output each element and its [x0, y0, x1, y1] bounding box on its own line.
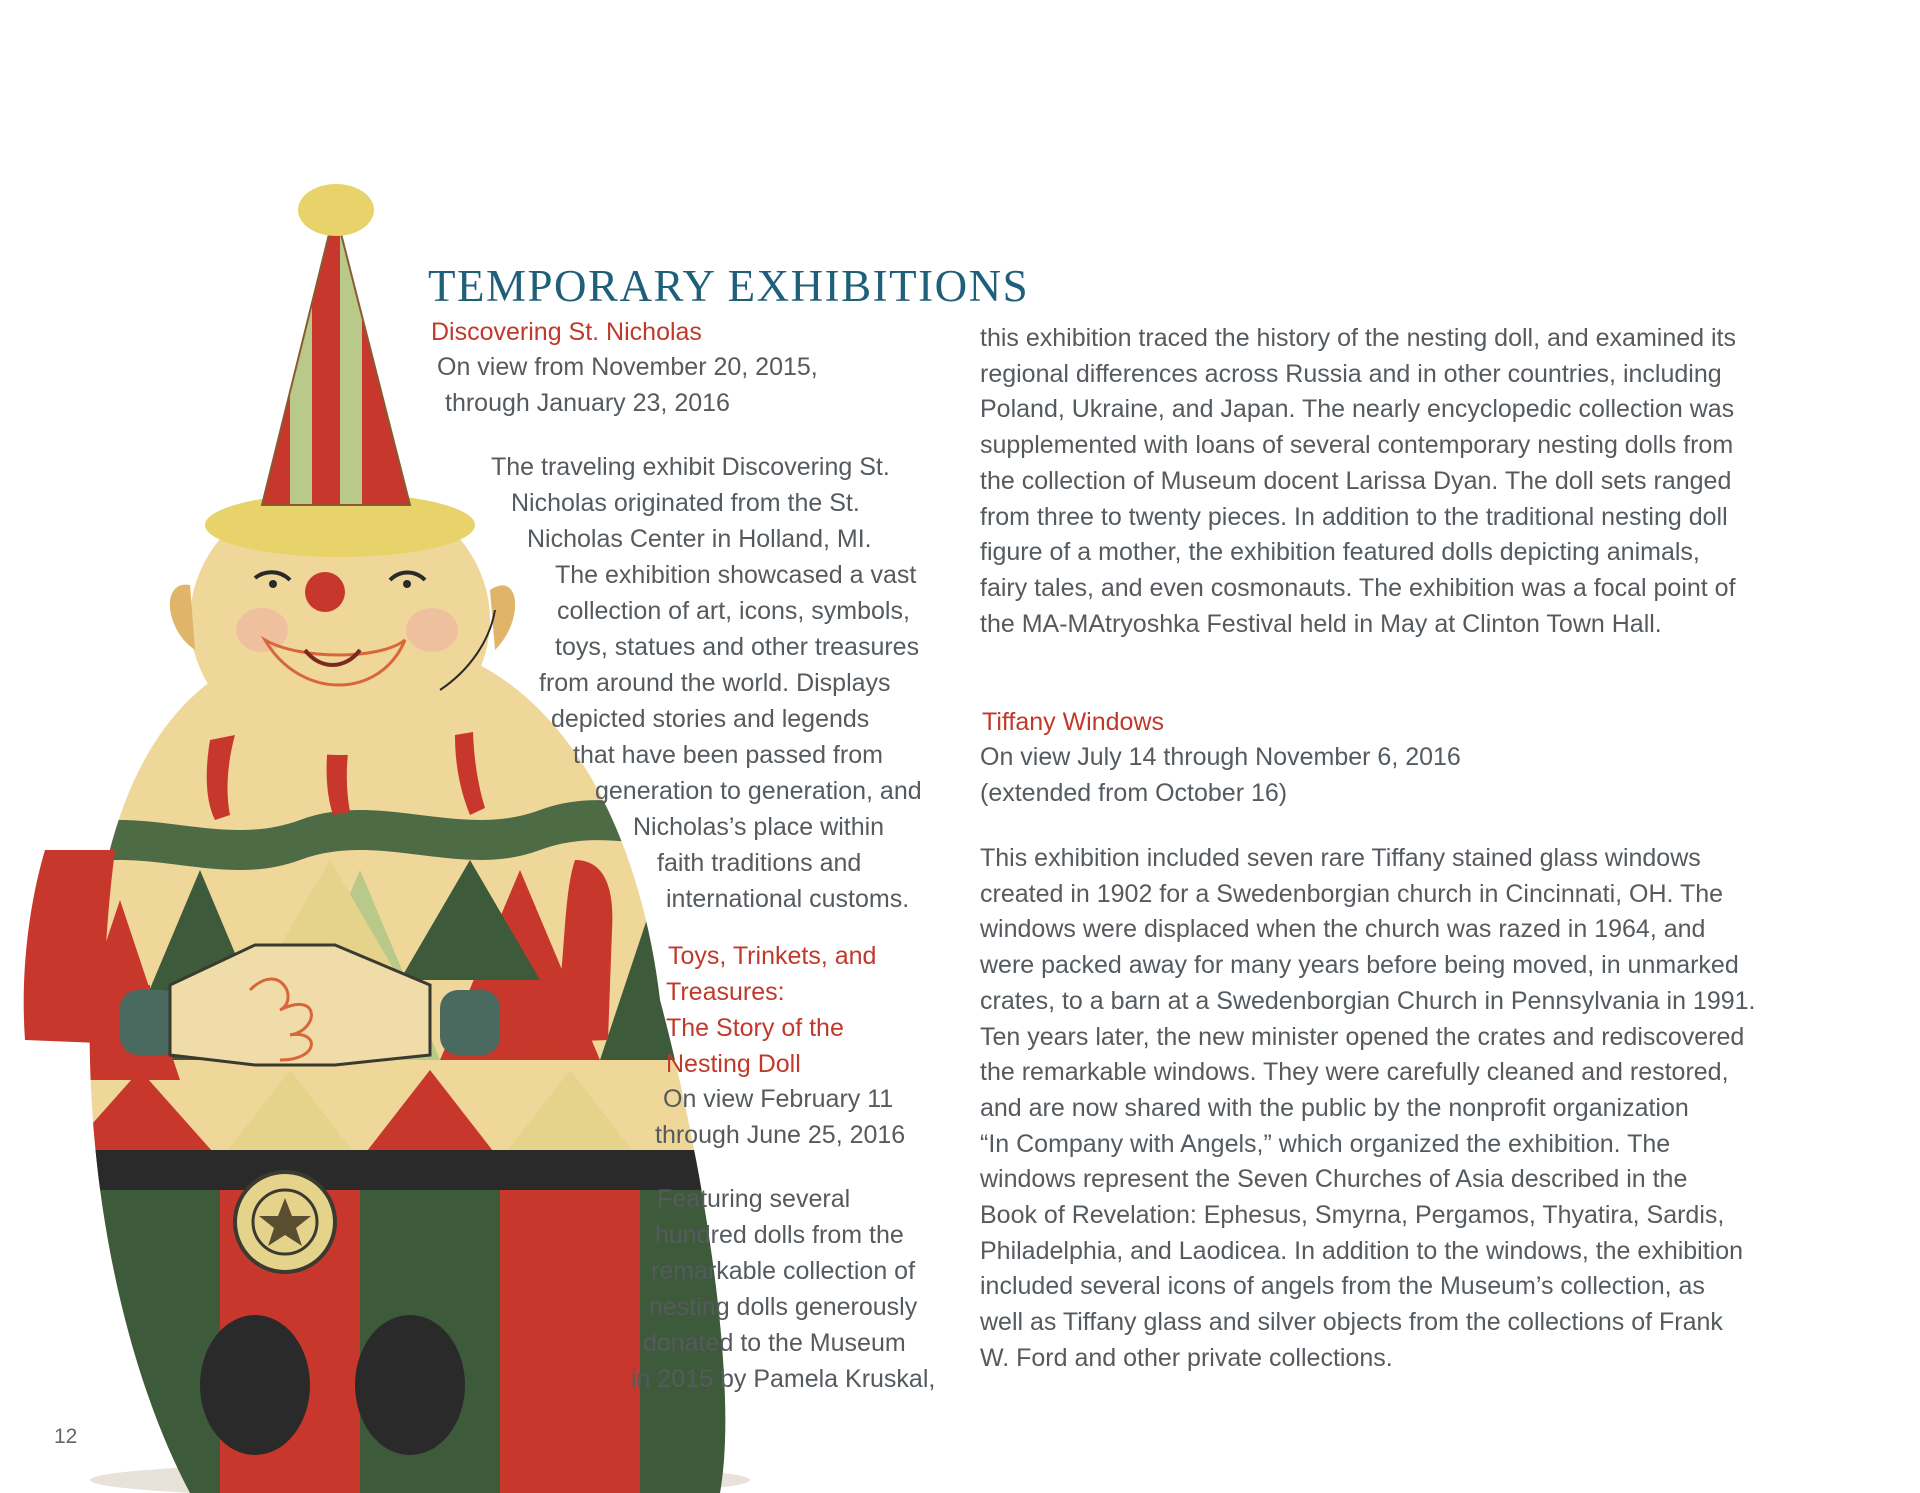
exhibit-2-continued-line: fairy tales, and even cosmonauts. The exhibition was a focal point of [980, 573, 1736, 602]
exhibit-2-body-line: donated to the Museum [643, 1329, 906, 1357]
exhibit-3-body-line: Ten years later, the new minister opened the crates and rediscovered [980, 1022, 1745, 1051]
exhibit-2-title-line: Treasures: [666, 978, 785, 1006]
exhibit-3-body-line: and are now shared with the public by the nonprofit organization [980, 1093, 1689, 1122]
exhibit-1-body-line: depicted stories and legends [551, 705, 870, 733]
exhibit-2-continued-line: supplemented with loans of several contemporary nesting dolls from [980, 431, 1734, 460]
exhibit-2-body-line: in 2015 by Pamela Kruskal, [631, 1365, 936, 1393]
exhibit-1-dates-line: On view from November 20, 2015, [437, 353, 818, 381]
exhibit-3-dates-line: (extended from October 16) [980, 778, 1288, 807]
exhibit-3-dates [980, 740, 1800, 811]
exhibit-1-body-line: collection of art, icons, symbols, [557, 597, 910, 625]
exhibit-2-body-line: hundred dolls from the [655, 1221, 904, 1249]
exhibit-3-body-line: well as Tiffany glass and silver objects from the collections of Frank [980, 1308, 1723, 1337]
exhibit-3-body-line: crates, to a barn at a Swedenborgian Church in Pennsylvania in 1991. [980, 986, 1756, 1015]
exhibit-2-body-line: remarkable collection of [651, 1257, 916, 1285]
section-heading: TEMPORARY EXHIBITIONS [428, 261, 1030, 311]
exhibit-3-body-line: Philadelphia, and Laodicea. In addition to the windows, the exhibition [980, 1236, 1744, 1265]
page-number: 12 [54, 1425, 78, 1448]
exhibit-1-body-line: toys, statues and other treasures [555, 633, 920, 661]
exhibit-3-body-line: created in 1902 for a Swedenborgian church in Cincinnati, OH. The [980, 879, 1724, 908]
exhibit-3-body-line: “In Company with Angels,” which organized the exhibition. The [980, 1129, 1671, 1158]
exhibit-1-body-line: The traveling exhibit Discovering St. [491, 453, 890, 481]
exhibit-2-dates-line: On view February 11 [663, 1085, 894, 1113]
exhibit-3-body-line: the remarkable windows. They were carefully cleaned and restored, [980, 1058, 1729, 1087]
exhibit-2-dates-line: through June 25, 2016 [655, 1121, 906, 1149]
exhibit-3-body-line: included several icons of angels from the Museum’s collection, as [980, 1272, 1705, 1301]
exhibit-2-continued-line: figure of a mother, the exhibition featured dolls depicting animals, [980, 538, 1700, 567]
exhibit-3-body-line: were packed away for many years before being moved, in unmarked [980, 951, 1739, 980]
exhibit-2-continued-line: this exhibition traced the history of the nesting doll, and examined its [980, 324, 1736, 352]
exhibit-3-body-line: This exhibition included seven rare Tiffany stained glass windows [980, 844, 1701, 872]
exhibit-1-body-line: The exhibition showcased a vast [555, 561, 917, 589]
exhibit-1-body-line: generation to generation, and [595, 777, 922, 805]
exhibit-2-continued [980, 321, 1800, 642]
exhibit-3-dates-line: On view July 14 through November 6, 2016 [980, 743, 1461, 771]
exhibit-2-continued-line: regional differences across Russia and in other countries, including [980, 359, 1722, 388]
exhibit-2-continued-line: the MA-MAtryoshka Festival held in May at Clinton Town Hall. [980, 609, 1662, 638]
exhibit-1-body-line: Nicholas’s place within [633, 813, 885, 841]
exhibit-3-body [980, 841, 1800, 1377]
exhibit-1-body-line: faith traditions and [657, 849, 862, 877]
exhibit-2-continued-line: the collection of Museum docent Larissa Dyan. The doll sets ranged [980, 466, 1732, 495]
exhibit-1-dates-line: through January 23, 2016 [445, 389, 730, 417]
exhibit-1-body-line: Nicholas Center in Holland, MI. [527, 525, 872, 553]
exhibit-2-continued-line: from three to twenty pieces. In addition to the traditional nesting doll [980, 502, 1728, 531]
exhibit-3-title: Tiffany Windows [982, 708, 1165, 736]
exhibit-2-title-line: The Story of the [666, 1014, 844, 1042]
exhibit-2-continued-line: Poland, Ukraine, and Japan. The nearly encyclopedic collection was [980, 395, 1735, 424]
exhibit-3-body-line: Book of Revelation: Ephesus, Smyrna, Pergamos, Thyatira, Sardis, [980, 1201, 1725, 1230]
exhibit-1-body-line: that have been passed from [573, 741, 883, 769]
exhibit-1-body-line: international customs. [666, 885, 910, 913]
exhibit-3-body-line: windows represent the Seven Churches of Asia described in the [980, 1165, 1688, 1194]
exhibit-2-title-line: Toys, Trinkets, and [668, 942, 877, 970]
exhibit-3-body-line: W. Ford and other private collections. [980, 1343, 1393, 1372]
exhibit-1-title: Discovering St. Nicholas [431, 318, 702, 346]
exhibit-1-body-line: Nicholas originated from the St. [511, 489, 860, 517]
exhibit-2-body-line: Featuring several [657, 1185, 851, 1213]
exhibit-3-body-line: windows were displaced when the church was razed in 1964, and [980, 915, 1706, 944]
exhibit-2-body-line: nesting dolls generously [649, 1293, 918, 1321]
exhibit-1-body-line: from around the world. Displays [539, 669, 891, 697]
exhibit-2-title-line: Nesting Doll [666, 1050, 801, 1078]
